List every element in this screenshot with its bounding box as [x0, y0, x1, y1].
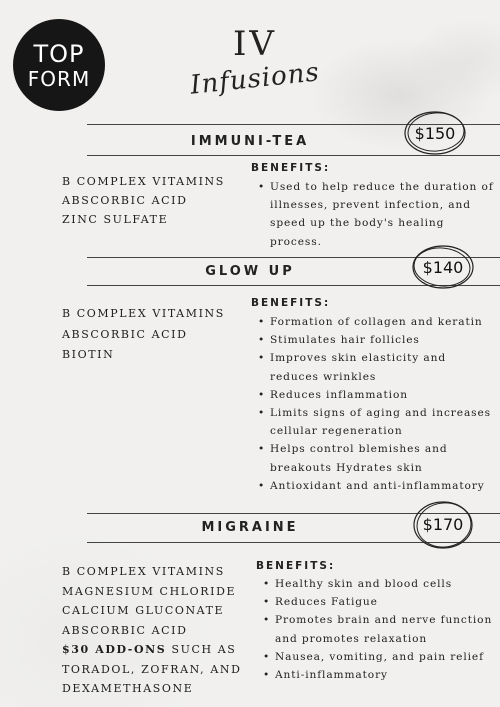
benefit-item: • Anti-inflammatory	[263, 666, 492, 684]
section-title: MIGRAINE	[201, 520, 299, 535]
ingredient-list	[62, 562, 242, 699]
ingredient-item: B COMPLEX VITAMINS	[62, 565, 225, 578]
benefit-item: • Used to help reduce the duration of illnesses, prevent infection, and speed up the body's healing process.	[258, 178, 494, 251]
page-subtitle: Infusions	[188, 57, 322, 101]
addon-line	[62, 640, 242, 660]
benefits-list	[263, 575, 492, 684]
price-label: $140	[422, 258, 464, 277]
logo-line-1: TOP	[33, 39, 85, 68]
benefits-list	[258, 178, 494, 251]
ingredient-item: ZINC SULFATE	[62, 213, 169, 226]
benefit-item: • Reduces Fatigue	[263, 593, 492, 611]
logo-line-2: FORM	[27, 66, 91, 91]
benefit-item: • Antioxidant and anti-inflammatory	[258, 477, 491, 495]
ingredient-list	[62, 172, 225, 229]
benefit-item: • Helps control blemishes and breakouts Hydrates skin	[258, 440, 491, 476]
benefit-item: • Limits signs of aging and increases cellular regeneration	[258, 404, 491, 440]
benefit-item: • Reduces inflammation	[258, 386, 491, 404]
ingredient-list	[62, 304, 225, 366]
ingredient-item: ABSCORBIC ACID	[62, 327, 188, 341]
section-title: IMMUNI-TEA	[190, 134, 310, 149]
benefit-item: • Formation of collagen and keratin	[258, 313, 491, 331]
price-label: $150	[414, 124, 456, 143]
addon-price: $30 ADD-ONS	[62, 643, 167, 656]
price-label: $170	[422, 515, 464, 534]
section-title: GLOW UP	[205, 264, 295, 279]
addon-line: TORADOL, ZOFRAN, AND	[62, 662, 242, 676]
benefits-heading: BENEFITS:	[251, 162, 331, 174]
ingredient-item: MAGNESIUM CHLORIDE	[62, 584, 237, 598]
benefit-item: • Nausea, vomiting, and pain relief	[263, 648, 492, 666]
benefit-item: • Improves skin elasticity and reduces wrinkles	[258, 349, 491, 385]
ingredient-item: BIOTIN	[62, 348, 115, 361]
benefit-item: • Promotes brain and nerve function and promotes relaxation	[263, 611, 492, 647]
page-title: IV	[233, 24, 277, 64]
addon-line: DEXAMETHASONE	[62, 682, 194, 695]
ingredient-item: CALCIUM GLUCONATE	[62, 604, 225, 617]
benefits-heading: BENEFITS:	[251, 297, 331, 309]
benefit-item: • Stimulates hair follicles	[258, 331, 491, 349]
ingredient-item: ABSCORBIC ACID	[62, 623, 188, 637]
brand-logo	[13, 19, 105, 111]
ingredient-item: B COMPLEX VITAMINS	[62, 307, 225, 320]
benefits-heading: BENEFITS:	[256, 560, 336, 572]
benefits-list	[258, 313, 491, 495]
benefit-item: • Healthy skin and blood cells	[263, 575, 492, 593]
ingredient-item: ABSCORBIC ACID	[62, 194, 188, 207]
addon-text: SUCH AS	[166, 643, 237, 656]
ingredient-item: B COMPLEX VITAMINS	[62, 175, 225, 188]
